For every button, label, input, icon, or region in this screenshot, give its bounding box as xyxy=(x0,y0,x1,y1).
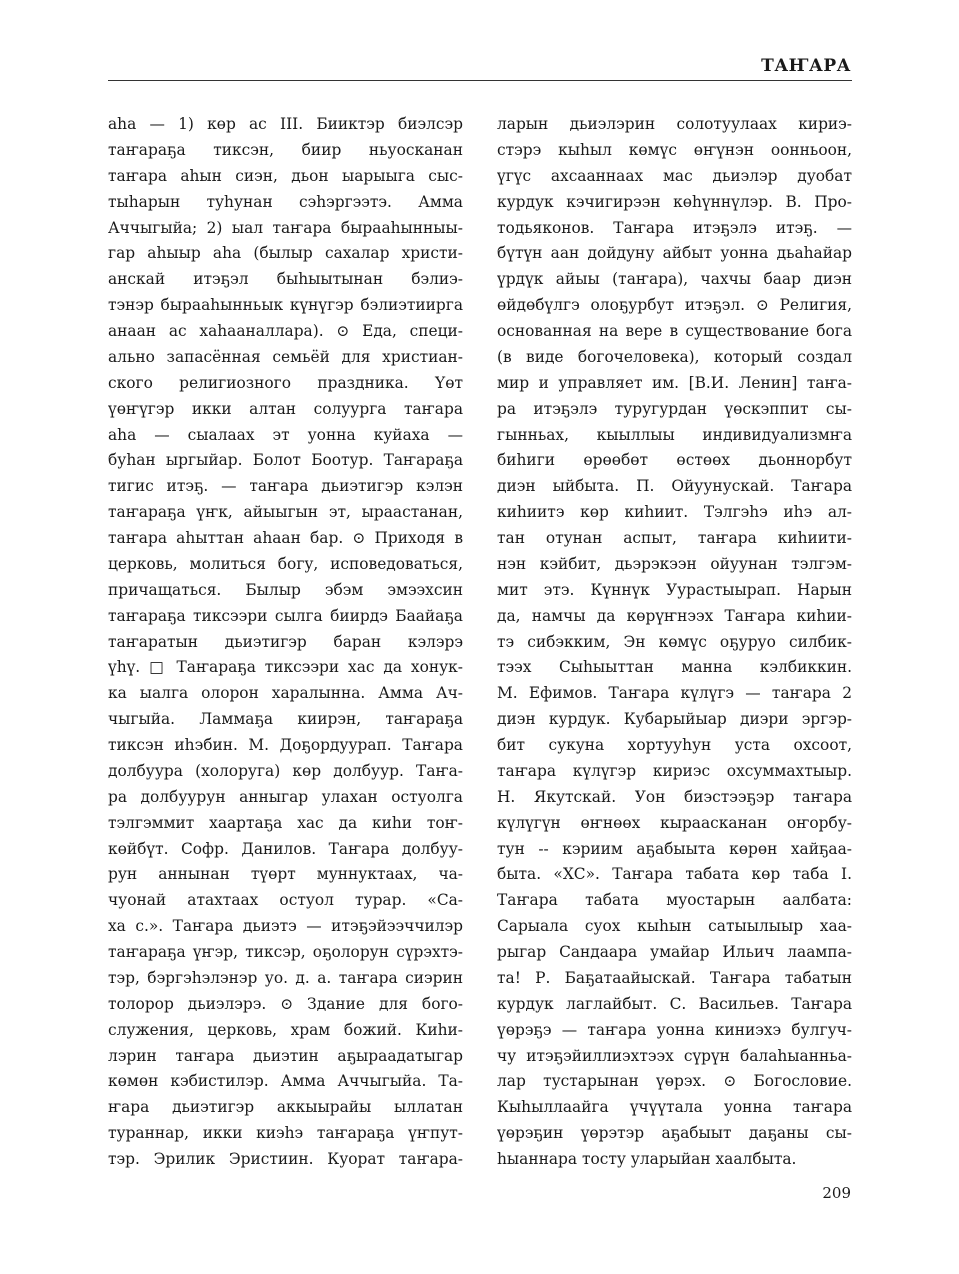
text-line: тэр. Эрилик Эристиин. Куорат таҥара- xyxy=(108,1150,463,1168)
page-number: 209 xyxy=(822,1184,851,1202)
text-line: үгүс ахсааннаах мас дьиэлэр дуобат xyxy=(497,166,852,185)
right-column xyxy=(497,112,852,1173)
text-line: көмөн кэбистилэр. Амма Аччыгыйа. Та- xyxy=(108,1072,463,1091)
text-line: тиксэн иһэбин. М. Доҕордуурап. Таҥара xyxy=(108,736,463,754)
text-line: лар тустарынан үөрэх. ⊙ Богословие. xyxy=(497,1072,852,1091)
text-line: стэрэ кыһыл көмүс өҥүнэн оонньоон, xyxy=(497,140,852,159)
text-line: та! Ρ. Баҕатаайыскай. Таҥара табатын xyxy=(497,968,852,987)
text-line: көйбүт. Софр. Данилов. Таҥара долбуу- xyxy=(108,839,463,858)
text-line: таҥараҕа тиксээри сылга биирдэ Баайаҕа xyxy=(108,606,463,625)
text-line: бит сукуна хортууһун уста охсоот, xyxy=(497,736,852,754)
text-line: гынньах, кыыллыы индивидуализмҥа xyxy=(497,425,852,444)
text-line: ка ыалга олорон харалынна. Амма Ач- xyxy=(108,684,463,703)
text-line: аһа — 1) көр ас III. Бииктэр биэлсэр xyxy=(108,115,463,133)
text-line: ҥара дьиэтигэр аккыырайы ыллатан xyxy=(108,1098,463,1117)
text-line: тигис итэҕ. — таҥара дьиэтигэр кэлэн xyxy=(108,477,463,496)
text-line: диэн ыйбыта. П. Ойуунускай. Таҥара xyxy=(497,477,852,496)
text-line: ха с.». Таҥара дьиэтэ — итэҕэйээччилэр xyxy=(108,917,463,936)
text-line: үһү. □ Таҥараҕа тиксээри хас да хонук- xyxy=(108,658,463,677)
text-line: мит этэ. Күннүк Уурастыырап. Нарын xyxy=(497,580,852,599)
text-line: ра итэҕэлэ туругурдан үөскэппит сы- xyxy=(497,399,852,418)
text-line: рыгар Сандаара умайар Ильич лаампа- xyxy=(497,943,852,961)
text-line: курдук кэчигирээн көһүннүлэр. В. Про- xyxy=(497,192,852,211)
text-line: чуонай атахтаах остуол турар. «Са- xyxy=(108,891,463,910)
text-line: ского религиозного праздника. Үөт xyxy=(108,373,463,392)
text-line: тэлгэммит хаартаҕа хас да киһи тоҥ- xyxy=(108,813,463,832)
text-line: Сарыала суох кыһын сатыылыыр хаа- xyxy=(497,917,852,936)
text-line: тодьяконов. Таҥара итэҕэлэ итэҕ. — xyxy=(497,218,852,237)
text-line: основанная на вере в существование бога xyxy=(497,322,852,340)
text-line: үөрэҕэ — таҥара уонна киниэхэ булгуч- xyxy=(497,1020,852,1039)
text-line: таҥараҕа тиксэн, биир ньуосканан xyxy=(108,140,463,159)
text-line: Н. Якутскай. Уон биэстээҕэр таҥара xyxy=(497,787,852,806)
text-line: тэ сибэкким, Эн көмүс оҕуруо силбик- xyxy=(497,632,852,651)
text-line: мир и управляет им. [В.И. Ленин] таҥа- xyxy=(497,373,852,392)
text-line: толорор дьиэлэрэ. ⊙ Здание для бого- xyxy=(108,994,463,1013)
text-line: киһиитэ көр киһиит. Тэлгэһэ иһэ ал- xyxy=(497,503,852,522)
text-line: таҥараҕа үҥк, айыыгын эт, ыраастанан, xyxy=(108,503,463,522)
text-line: биһиги өрөөбөт өстөөх дьоннорбут xyxy=(497,451,852,470)
text-line: рун аннынан түөрт муннуктаах, ча- xyxy=(108,865,463,884)
text-line: курдук лаглайбыт. С. Васильев. Таҥара xyxy=(497,994,852,1013)
text-line: нэн кэйбит, дьэрэкээн ойуунан тэлгэм- xyxy=(497,554,852,573)
text-line: церковь, молиться богу, исповедоваться, xyxy=(108,554,463,573)
text-line: служения, церковь, храм божий. Киһи- xyxy=(108,1020,463,1039)
text-line: М. Ефимов. Таҥара күлүгэ — таҥара 2 xyxy=(497,684,852,703)
text-line: тан отунан аспыт, таҥара киһиити- xyxy=(497,529,852,547)
text-line: тыһарын туһунан сэһэргээтэ. Амма xyxy=(108,192,463,211)
text-line: таҥаратын дьиэтигэр баран кэлэрэ xyxy=(108,632,463,651)
text-line: үөрэҕин үөрэтэр аҕабыыт даҕаны сы- xyxy=(497,1124,852,1143)
text-line: таҥара аһын сиэн, дьон ыарыыга сыс- xyxy=(108,166,463,185)
text-line: үөҥүгэр икки алтан солуурга таҥара xyxy=(108,399,463,418)
text-line: долбуура (холоруга) көр долбуур. Таҥа- xyxy=(108,761,463,780)
text-line: ларын дьиэлэрин солотуулаах кириэ- xyxy=(497,115,852,133)
text-line: быта. «ХС». Таҥара табата көр таба I. xyxy=(497,865,852,884)
text-line: аһа — сыалаах эт уонна куйаха — xyxy=(108,425,463,444)
text-line: Аччыгыйа; 2) ыал таҥара бырааһынныы- xyxy=(108,218,463,237)
text-line: чыгыйа. Ламмаҕа киирэн, таҥараҕа xyxy=(108,710,463,729)
text-line: анаан ас хаһааналлара). ⊙ Еда, специ- xyxy=(108,322,463,340)
text-line: тураннар, икки киэһэ таҥараҕа үҥпут- xyxy=(108,1124,463,1143)
text-line: диэн курдук. Кубарыйыар диэри эргэр- xyxy=(497,710,852,729)
text-line: тэнэр бырааһынньык күнүгэр бэлиэтиирга xyxy=(108,296,463,315)
text-line: ра долбуурун анныгар улахан остуолга xyxy=(108,787,463,806)
text-line: Кыһыллаайга үчүүтала уонна таҥара xyxy=(497,1098,852,1117)
text-line: таҥараҕа үҥэр, тиксэр, оҕолорун сүрэхтэ- xyxy=(108,943,463,961)
text-line: причащаться. Былыр эбэм эмээхсин xyxy=(108,580,463,599)
text-line: Таҥара табата муостарын аалбата: xyxy=(497,891,852,910)
text-line: тэр, бэргэһэлэнэр уо. д. а. таҥара сиэрин xyxy=(108,968,463,987)
text-line: таҥара күлүгэр кириэс охсуммахтыыр. xyxy=(497,761,852,780)
text-line: тээх Сыһыыттан манна кэлбиккин. xyxy=(497,658,852,677)
text-line: күлүгүн өҥнөөх кыраасканан оҥорбу- xyxy=(497,813,852,832)
header-rule xyxy=(108,80,852,81)
text-line: үрдүк айыы (таҥара), чахчы баар диэн xyxy=(497,270,852,289)
left-column xyxy=(108,112,463,1173)
text-line: ально запасённая семьёй для христиан- xyxy=(108,347,463,366)
running-header-title: ТАҤАРА xyxy=(761,56,851,76)
text-line: һыаннара тосту уларыйан хаалбыта. xyxy=(497,1150,797,1168)
text-line: гар аһыыр аһа (былыр сахалар христи- xyxy=(108,244,463,263)
text-line: тун -- кэриим аҕабыыта көрөн хайҕаа- xyxy=(497,839,852,858)
text-line: лэрин таҥара дьиэтин аҕыраадатыгар xyxy=(108,1046,463,1065)
text-line: (в виде богочеловека), который создал xyxy=(497,347,852,366)
text-line: чу итэҕэйиллиэхтээх сүрүн балаһыанньа- xyxy=(497,1046,852,1065)
text-line: буһан ыргыйар. Болот Боотур. Таҥараҕа xyxy=(108,451,463,470)
text-line: бүтүн аан дойдуну айбыт уонна дьаһайар xyxy=(497,244,852,263)
text-line: таҥара аһыттан аһаан бар. ⊙ Приходя в xyxy=(108,529,463,547)
text-line: анскай итэҕэл быһыытынан бэлиэ- xyxy=(108,270,463,289)
text-line: өйдөбүлгэ олоҕурбут итэҕэл. ⊙ Религия, xyxy=(497,296,852,315)
text-line: да, намчы да көрүҥнээх Таҥара киһии- xyxy=(497,606,852,625)
